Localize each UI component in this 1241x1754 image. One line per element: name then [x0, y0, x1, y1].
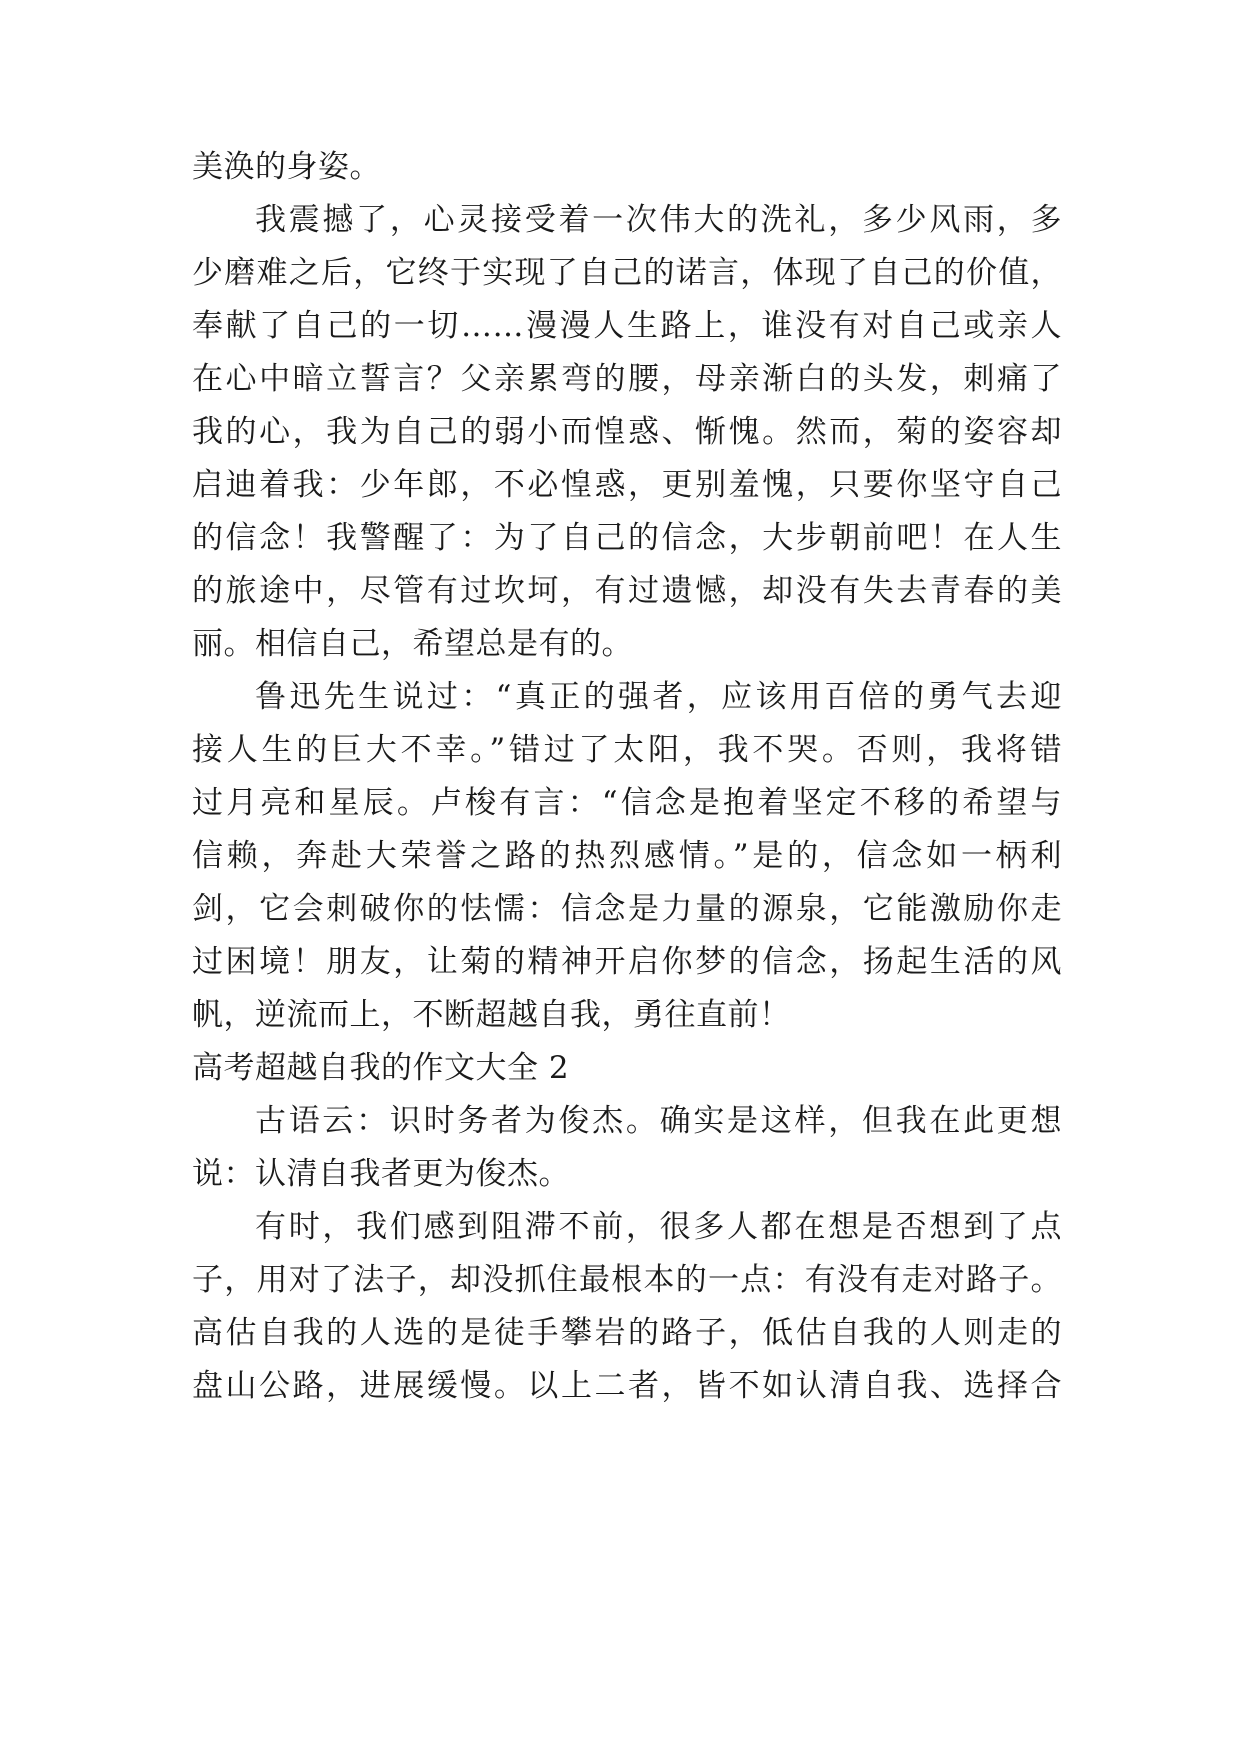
- text-line: 丽。相信自己，希望总是有的。: [192, 626, 633, 662]
- text-line: 接人生的巨大不幸。”错过了太阳，我不哭。否则，我将错: [192, 732, 1062, 768]
- text-line: 帆，逆流而上，不断超越自我，勇往直前！: [192, 997, 791, 1033]
- paragraph-first-line: 古语云：识时务者为俊杰。确实是这样，但我在此更想: [255, 1103, 1062, 1139]
- text-line: 奉献了自己的一切……漫漫人生路上，谁没有对自己或亲人: [192, 308, 1062, 344]
- text-line: 剑，它会刺破你的怯懦：信念是力量的源泉，它能激励你走: [192, 891, 1062, 927]
- paragraph-first-line: 我震撼了，心灵接受着一次伟大的洗礼，多少风雨，多: [255, 202, 1062, 238]
- paragraph-first-line: 鲁迅先生说过：“真正的强者，应该用百倍的勇气去迎: [255, 679, 1062, 715]
- text-line: 子，用对了法子，却没抓住最根本的一点：有没有走对路子。: [192, 1262, 1062, 1298]
- text-line: 美涣的身姿。: [192, 149, 381, 185]
- paragraph-first-line: 有时，我们感到阻滞不前，很多人都在想是否想到了点: [255, 1209, 1062, 1245]
- text-line: 说：认清自我者更为俊杰。: [192, 1156, 570, 1192]
- text-line: 的信念！我警醒了：为了自己的信念，大步朝前吧！在人生: [192, 520, 1062, 556]
- text-line: 的旅途中，尽管有过坎坷，有过遗憾，却没有失去青春的美: [192, 573, 1062, 609]
- text-line: 少磨难之后，它终于实现了自己的诺言，体现了自己的价值，: [192, 255, 1062, 291]
- text-line: 盘山公路，进展缓慢。以上二者，皆不如认清自我、选择合: [192, 1368, 1062, 1404]
- text-line: 过困境！朋友，让菊的精神开启你梦的信念，扬起生活的风: [192, 944, 1062, 980]
- text-line: 过月亮和星辰。卢梭有言：“信念是抱着坚定不移的希望与: [192, 785, 1062, 821]
- text-line: 启迪着我：少年郎，不必惶惑，更别羞愧，只要你坚守自己: [192, 467, 1062, 503]
- text-line: 我的心，我为自己的弱小而惶惑、惭愧。然而，菊的姿容却: [192, 414, 1062, 450]
- section-heading: 高考超越自我的作文大全 2: [192, 1050, 570, 1086]
- text-line: 信赖，奔赴大荣誉之路的热烈感情。”是的，信念如一柄利: [192, 838, 1062, 874]
- text-line: 在心中暗立誓言？父亲累弯的腰，母亲渐白的头发，刺痛了: [192, 361, 1062, 397]
- text-line: 高估自我的人选的是徒手攀岩的路子，低估自我的人则走的: [192, 1315, 1062, 1351]
